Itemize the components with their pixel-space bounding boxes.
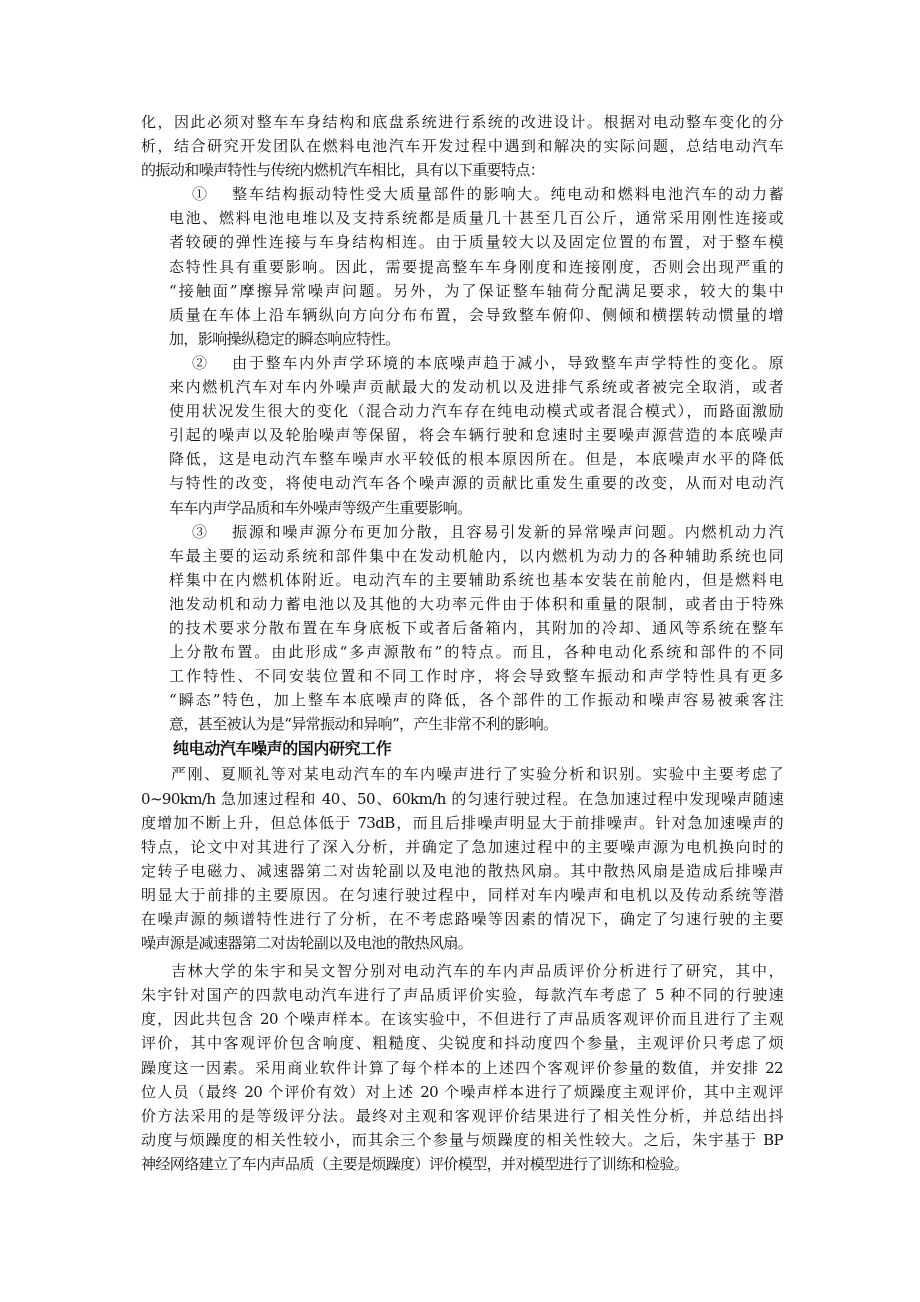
text-line: 神经网络建立了车内声品质（主要是烦躁度）评价模型，并对模型进行了训练和检验。: [141, 1154, 689, 1173]
text-line: ② 由于整车内外声学环境的本底噪声趋于减小，导致整车声学特性的变化。原: [192, 353, 783, 372]
text-line: 析，结合研究开发团队在燃料电池汽车开发过程中遇到和解决的实际问题，总结电动汽车: [141, 137, 783, 156]
text-line: 加，影响操纵稳定的瞬态响应特性。: [169, 329, 400, 348]
text-line: 位人员（最终 20 个评价有效）对上述 20 个噪声样本进行了烦躁度主观评价，其中主观评: [141, 1082, 783, 1101]
text-line: 上分散布置。由此形成“多声源散布”的特点。而且，各种电动化系统和部件的不同: [169, 643, 783, 662]
text-line: 价方法采用的是等级评分法。最终对主观和客观评价结果进行了相关性分析，并总结出抖: [141, 1106, 783, 1125]
text-line: 度增加不断上升，但总体低于 73dB，而且后排噪声明显大于前排噪声。针对急加速噪声的: [141, 813, 783, 832]
text-line: 定转子电磁力、减速器第二对齿轮副以及电池的散热风扇。其中散热风扇是造成后排噪声: [141, 861, 783, 880]
text-line: 评价，其中客观评价包含响度、粗糙度、尖锐度和抖动度四个参量，主观评价只考虑了烦: [141, 1034, 783, 1053]
text-line: ③ 振源和噪声源分布更加分散，且容易引发新的异常噪声问题。内燃机动力汽: [192, 522, 783, 541]
section-paragraph-1: [141, 762, 783, 955]
text-line: 化，因此必须对整车车身结构和底盘系统进行系统的改进设计。根据对电动整车变化的分: [141, 113, 783, 131]
text-line: 工作特性、不同安装位置和不同工作时序，将会导致整车振动和声学特性具有更多: [169, 667, 783, 686]
text-line: 者较硬的弹性连接与车身结构相连。由于质量较大以及固定位置的布置，对于整车模: [169, 233, 783, 252]
text-line: 0~90km/h 急加速过程和 40、50、60km/h 的匀速行驶过程。在急加速过程中发现噪声随速: [141, 789, 783, 808]
text-line: “接触面”摩擦异常噪声问题。另外，为了保证整车轴荷分配满足要求，较大的集中: [169, 281, 783, 300]
intro-paragraph: [141, 110, 783, 182]
text-line: 动度与烦躁度的相关性较小，而其余三个参量与烦躁度的相关性较大。之后，朱宇基于 BP: [141, 1130, 783, 1149]
text-line: 吉林大学的朱宇和吴文智分别对电动汽车的车内声品质评价分析进行了研究，其中，: [171, 962, 783, 981]
text-line: 与特性的改变，将使电动汽车各个噪声源的贡献比重发生重要的改变，从而对电动汽: [169, 474, 783, 493]
text-line: 明显大于前排的主要原因。在匀速行驶过程中，同样对车内噪声和电机以及传动系统等潜: [141, 885, 783, 904]
text-line: “瞬态”特色，加上整车本底噪声的降低，各个部件的工作振动和噪声容易被乘客注: [169, 691, 783, 710]
text-line: 意，甚至被认为是“异常振动和异响”，产生非常不利的影响。: [169, 715, 558, 734]
text-line: 样集中在内燃机体附近。电动汽车的主要辅助系统也基本安装在前舱内，但是燃料电: [169, 570, 783, 589]
document-body: [141, 110, 783, 1176]
text-line: 度，因此共包含 20 个噪声样本。在该实验中，不但进行了声品质客观评价而且进行了主观: [141, 1010, 783, 1029]
point-1: [141, 182, 783, 351]
text-line: 质量在车体上沿车辆纵向方向分布布置，会导致整车俯仰、侧倾和横摆转动惯量的增: [169, 305, 783, 324]
text-line: 的振动和噪声特性与传统内燃机汽车相比，具有以下重要特点：: [141, 161, 545, 180]
text-line: 使用状况发生很大的变化（混合动力汽车存在纯电动模式或者混合模式），而路面激励: [169, 402, 783, 421]
text-line: 引起的噪声以及轮胎噪声等保留，将会车辆行驶和怠速时主要噪声源营造的本底噪声: [169, 426, 783, 445]
text-line: 来内燃机汽车对车内外噪声贡献最大的发动机以及进排气系统或者被完全取消，或者: [169, 378, 783, 397]
text-line: 电池、燃料电池电堆以及支持系统都是质量几十甚至几百公斤，通常采用刚性连接或: [169, 209, 783, 228]
text-line: 车最主要的运动系统和部件集中在发动机舱内，以内燃机为动力的各种辅助系统也同: [169, 546, 783, 565]
text-line: ① 整车结构振动特性受大质量部件的影响大。纯电动和燃料电池汽车的动力蓄: [192, 185, 783, 204]
point-3: [141, 520, 783, 737]
text-line: 特点，论文中对其进行了深入分析，并确定了急加速过程中的主要噪声源为电机换向时的: [141, 837, 783, 856]
text-line: 躁度这一因素。采用商业软件计算了每个样本的上述四个客观评价参量的数值，并安排 22: [141, 1058, 783, 1077]
text-line: 在噪声源的频谱特性进行了分析，在不考虑路噪等因素的情况下，确定了匀速行驶的主要: [141, 910, 783, 928]
text-line: 车车内声学品质和车外噪声等级产生重要影响。: [169, 498, 472, 517]
text-line: 池发动机和动力蓄电池以及其他的大功率元件由于体积和重量的限制，或者由于特殊: [169, 594, 783, 613]
text-line: 严刚、夏顺礼等对某电动汽车的车内噪声进行了实验分析和识别。实验中主要考虑了: [171, 765, 783, 784]
text-line: 降低，这是电动汽车整车噪声水平较低的根本原因所在。但是，本底噪声水平的降低: [169, 450, 783, 469]
section-paragraph-2: [141, 959, 783, 1176]
text-line: 朱宇针对国产的四款电动汽车进行了声品质评价实验，每款汽车考虑了 5 种不同的行驶速: [141, 986, 783, 1005]
text-line: 的技术要求分散布置在车身底板下或者后备箱内，其附加的冷却、通风等系统在整车: [169, 618, 783, 637]
text-line: 态特性具有重要影响。因此，需要提高整车车身刚度和连接刚度，否则会出现严重的: [169, 257, 783, 276]
section-heading: 纯电动汽车噪声的国内研究工作: [173, 739, 392, 759]
text-line: 噪声源是减速器第二对齿轮副以及电池的散热风扇。: [141, 934, 473, 953]
point-2: [141, 351, 783, 520]
